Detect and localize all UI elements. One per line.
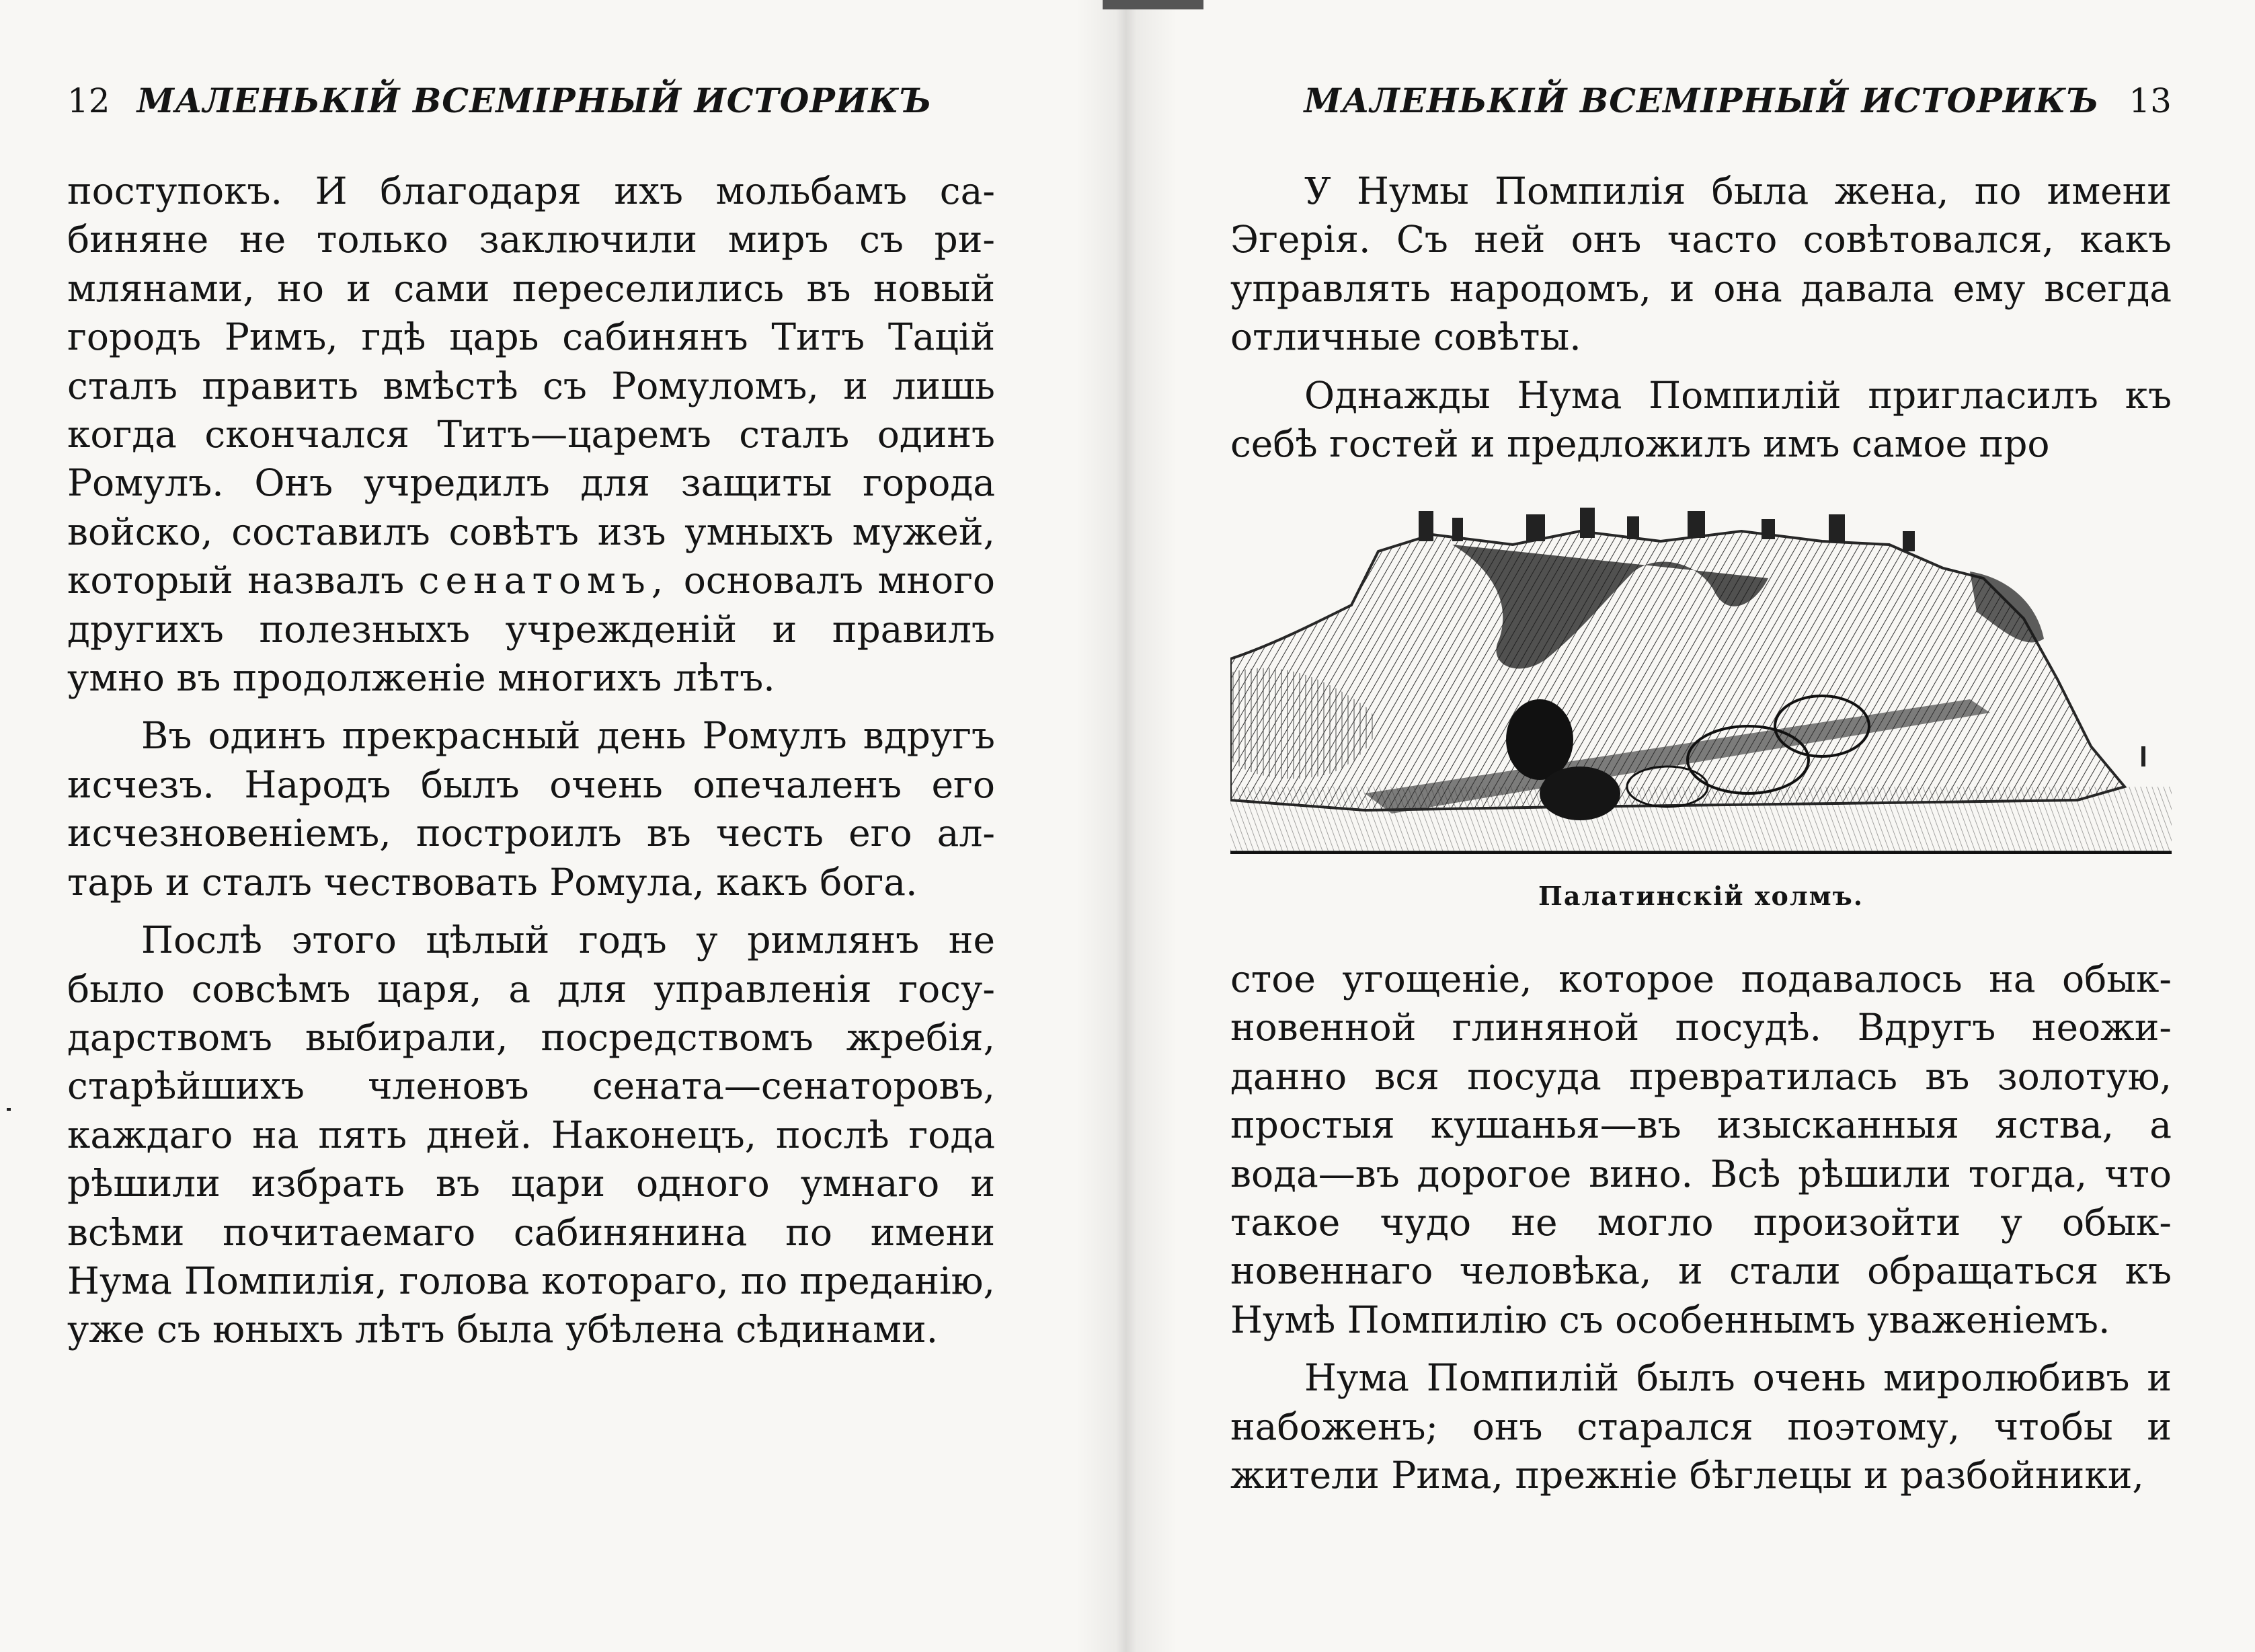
right-page-body-bottom — [1230, 955, 2172, 1509]
palatine-hill-engraving — [1230, 504, 2172, 854]
figure-caption: Палатинскій холмъ. — [1538, 881, 1864, 911]
paragraph: Въ одинъ прекрасный день Ромулъ вдругъ исчезъ. Народъ былъ очень опечаленъ его исчезновеніемъ, построилъ въ честь его алтарь и сталъ чествовать Ромула, какъ бога. — [67, 714, 995, 904]
illustration-palatine-hill — [1230, 504, 2172, 911]
page-number: 13 — [2129, 81, 2172, 120]
running-title: МАЛЕНЬКІЙ ВСЕМІРНЫЙ ИСТОРИКЪ — [1304, 81, 2100, 120]
paragraph: Нума Помпилій былъ очень миролюбивъ и набоженъ; онъ старался поэтому, чтобы и жители Рима, прежніе бѣглецы и разбойники, — [1230, 1356, 2172, 1497]
emphasized-word: сенатомъ, — [418, 559, 670, 602]
right-page-body-top — [1230, 167, 2172, 477]
paragraph: стое угощеніе, которое подавалось на обыкновенной глиняной посудѣ. Вдругъ неожиданно вся посуда превратилась въ золотую, простыя кушанья—въ изысканныя яства, а вода—въ дорогое вино. Всѣ рѣшили тогда, что такое чудо не могло произойти у обыкновеннаго человѣка, и стали обращаться къ Нумѣ Помпилію съ особеннымъ уваженіемъ. — [1230, 957, 2172, 1341]
left-page — [0, 0, 1076, 1652]
paragraph — [67, 167, 995, 702]
right-page-header — [1230, 81, 2172, 121]
paragraph-text: основалъ много другихъ полезныхъ учрежденій и правилъ умно въ продолженіе многихъ лѣтъ. — [67, 559, 995, 700]
right-page — [1170, 0, 2255, 1652]
paragraph: Послѣ этого цѣлый годъ у римлянъ не было совсѣмъ царя, а для управленія государствомъ выбирали, посредствомъ жребія, старѣйшихъ членовъ сената—сенаторовъ, каждаго на пять дней. Наконецъ, послѣ года рѣшили избрать въ цари одного умнаго и всѣми почитаемаго сабинянина по имени Нума Помпилія, голова котораго, по преданію, уже съ юныхъ лѣтъ была убѣлена сѣдинами. — [67, 918, 995, 1351]
paragraph: У Нумы Помпилія была жена, по имени Эгерія. Съ ней онъ часто совѣтовался, какъ управлять народомъ, и она давала ему всегда отличные совѣты. — [1230, 169, 2172, 359]
page-number: 12 — [67, 81, 110, 120]
left-page-header — [67, 81, 995, 121]
book-gutter — [1076, 0, 1177, 1652]
left-page-body — [67, 167, 995, 1364]
paragraph: Однажды Нума Помпилій пригласилъ къ себѣ гостей и предложилъ имъ самое про — [1230, 373, 2172, 466]
running-title: МАЛЕНЬКІЙ ВСЕМІРНЫЙ ИСТОРИКЪ — [136, 81, 933, 120]
paragraph-text: поступокъ. И благодаря ихъ мольбамъ сабиняне не только заключили миръ съ римлянами, но и сами переселились въ новый городъ Римъ, гдѣ царь сабинянъ Титъ Тацій сталъ править вмѣстѣ съ Ромуломъ, и лишь когда скончался Титъ—царемъ сталъ одинъ Ромулъ. Онъ учредилъ для защиты города войско, составилъ совѣтъ изъ умныхъ мужей, который назвалъ — [67, 169, 995, 602]
